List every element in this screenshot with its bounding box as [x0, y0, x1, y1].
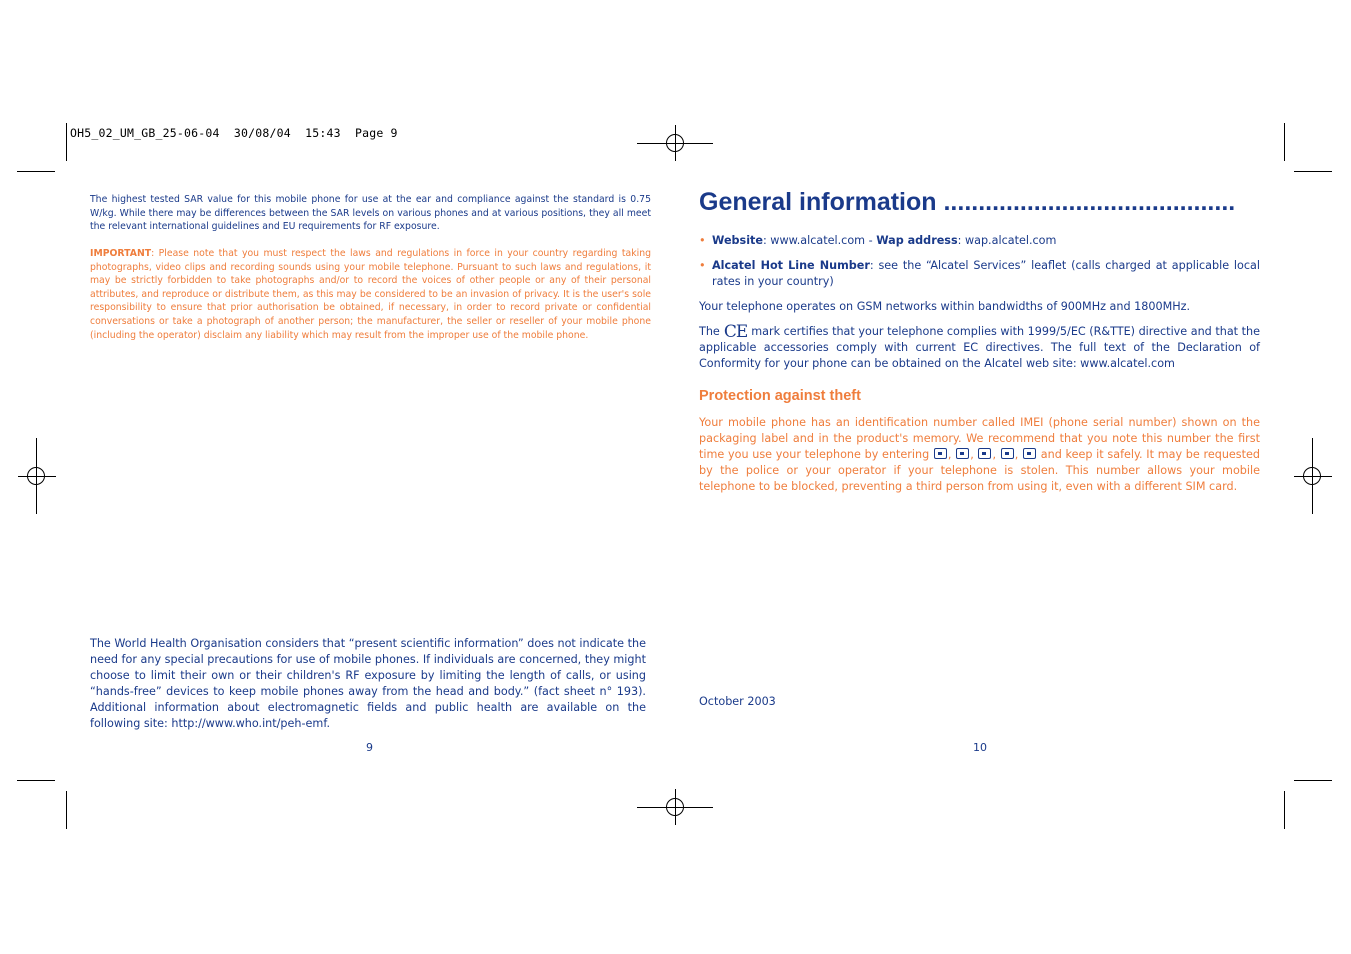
number-key-icon [956, 448, 969, 459]
website-label: Website [712, 234, 763, 247]
bullet-hotline [699, 258, 1260, 290]
number-key-icon [1001, 448, 1014, 459]
page-title: General information .......................................... [699, 188, 1236, 216]
page-number-right: 10 [973, 741, 987, 754]
star-key-icon [934, 448, 947, 459]
document-date: October 2003 [699, 695, 776, 708]
page-number-left: 9 [366, 741, 373, 754]
bullet-website [699, 233, 1260, 249]
important-paragraph [90, 247, 651, 342]
section-heading-theft: Protection against theft [699, 388, 861, 404]
important-text: : Please note that you must respect the laws and regulations in force in your country regarding taking photographs, video clips and recording sounds using your mobile telephone. Pursuant to such laws and regulations, it may be strictly forbidden to take photographs and/or to record the voices of other people or any of their personal attributes, and reproduce or distribute them, as this may be considered to be an invasion of privacy. It is the user's sole responsibility to ensure that prior authorisation be obtained, if necessary, in order to record private or confidential conversations or take a photograph of another person; the manufacturer, the seller or reseller of your mobile phone (including the operator) disclaim any liability which may result from the improper use of the mobile phone. [90, 248, 651, 341]
sar-paragraph: The highest tested SAR value for this mobile phone for use at the ear and compliance against the standard is 0.75 W/kg. While there may be differences between the SAR levels on various phones and at various positions, they all meet the relevant international guidelines and EU requirements for RF exposure. [90, 194, 651, 233]
ce-before-text: The [699, 325, 720, 338]
gsm-paragraph: Your telephone operates on GSM networks within bandwidths of 900MHz and 1800MHz. [699, 300, 1191, 313]
important-label: IMPORTANT [90, 248, 152, 259]
theft-after-text: and keep it safely. It may be requested by the police or your operator if your telephone is stolen. This number allows your mobile telephone to be blocked, preventing a third person from using it, even with a different SIM card. [699, 448, 1260, 493]
who-paragraph: The World Health Organisation considers that “present scientific information” does not indicate the need for any special precautions for use of mobile phones. If individuals are concerned, they might choose to limit their own or their children's RF exposure by limiting the length of calls, or using “hands-free” devices to keep mobile phones away from the head and body.” (fact sheet n° 193). Additional information about electromagnetic fields and public health are available on the following site: http://www.who.int/peh-emf. [90, 637, 646, 730]
hotline-text: : see the “Alcatel Services” leaflet (calls charged at applicable local rates in your country) [712, 259, 1260, 288]
bullet-dot: • [699, 259, 706, 272]
ce-paragraph [699, 324, 1260, 372]
bullet-dot: • [699, 234, 706, 247]
wap-text: : wap.alcatel.com [957, 234, 1057, 247]
website-text: : www.alcatel.com - [762, 234, 877, 247]
number-key-icon [1023, 448, 1036, 459]
ce-mark-icon: CE [723, 322, 748, 342]
theft-paragraph: Your mobile phone has an identification number called IMEI (phone serial number) shown on the packaging label and in the product's memory. We recommend that you note this number the first time you use your telephone by entering , , , , and keep it safely. It may be requested by the police or your operator if your telephone is stolen. This number allows your mobile telephone to be blocked, preventing a third person from using it, even with a different SIM card. [699, 416, 1260, 493]
hotline-label: Alcatel Hot Line Number [712, 259, 870, 272]
print-slug: OH5_02_UM_GB_25-06-04 30/08/04 15:43 Page 9 [70, 126, 398, 140]
wap-label: Wap address [876, 234, 958, 247]
ce-after-text: mark certifies that your telephone complies with 1999/5/EC (R&TTE) directive and that the applicable accessories comply with current EC directives. The full text of the Declaration of Conformity for your phone can be obtained on the Alcatel web site: www.alcatel.com [699, 325, 1260, 370]
number-key-icon [978, 448, 991, 459]
theft-before-text: Your mobile phone has an identification number called IMEI (phone serial number) shown on the packaging label and in the product's memory. We recommend that you note this number the first time you use your telephone by entering [699, 416, 1260, 461]
